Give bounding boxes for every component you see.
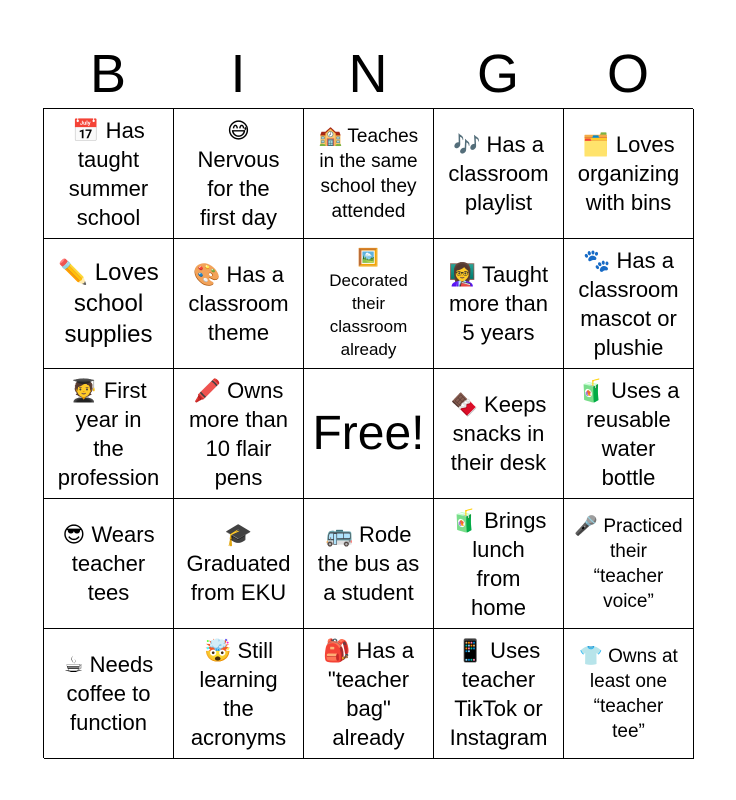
cell-text: ☕ Needs coffee to function xyxy=(63,652,154,735)
cell-text: 🖼️ Decorated their classroom already xyxy=(329,248,408,359)
bingo-cell[interactable] xyxy=(434,239,564,369)
cell-text: 👕 Owns at least one “teacher tee” xyxy=(579,645,678,742)
cell-text: 🎒 Has a "teacher bag" already xyxy=(323,637,414,750)
bingo-cell[interactable] xyxy=(44,109,174,239)
bingo-cell[interactable] xyxy=(174,629,304,759)
cell-text: 🐾 Has a classroom mascot or plushie xyxy=(578,247,679,360)
bingo-header xyxy=(43,40,693,108)
cell-text: ✏️ Loves school supplies xyxy=(58,259,159,348)
bingo-cell[interactable] xyxy=(434,369,564,499)
cell-text: 🧑‍🎓 First year in the profession xyxy=(57,377,160,490)
bingo-cell[interactable] xyxy=(564,629,694,759)
cell-text: 😎 Wears teacher tees xyxy=(62,522,155,605)
free-space-text: Free! xyxy=(312,406,425,460)
bingo-cell[interactable] xyxy=(44,629,174,759)
free-space-cell[interactable] xyxy=(304,369,434,499)
bingo-cell[interactable] xyxy=(434,109,564,239)
bingo-cell[interactable] xyxy=(174,239,304,369)
cell-text: 🎤 Practiced their “teacher voice” xyxy=(574,515,683,612)
cell-text: 🚌 Rode the bus as a student xyxy=(317,522,420,605)
cell-text: 🍫 Keeps snacks in their desk xyxy=(450,392,547,475)
header-letter-g: G xyxy=(476,44,519,104)
cell-text: 🎓 Graduated from EKU xyxy=(186,522,291,605)
bingo-cell[interactable] xyxy=(434,629,564,759)
bingo-cell[interactable] xyxy=(174,499,304,629)
bingo-cell[interactable] xyxy=(44,239,174,369)
bingo-cell[interactable] xyxy=(174,109,304,239)
cell-text: 🖍️ Owns more than 10 flair pens xyxy=(188,377,289,490)
bingo-cell[interactable] xyxy=(304,629,434,759)
bingo-cell[interactable] xyxy=(304,239,434,369)
cell-text: 🤯 Still learning the acronyms xyxy=(190,637,287,750)
cell-text: 🏫 Teaches in the same school they attended xyxy=(318,125,419,222)
cell-text: 📱 Uses teacher TikTok or Instagram xyxy=(449,637,548,750)
bingo-cell[interactable] xyxy=(44,369,174,499)
bingo-cell[interactable] xyxy=(564,239,694,369)
bingo-cell[interactable] xyxy=(564,369,694,499)
cell-text: 🗂️ Loves organizing with bins xyxy=(577,132,680,215)
header-letter-i: I xyxy=(230,44,246,104)
cell-text: 😅 Nervous for the first day xyxy=(197,117,280,230)
cell-text: 🎨 Has a classroom theme xyxy=(188,262,289,345)
bingo-cell[interactable] xyxy=(44,499,174,629)
cell-text: 🧃 Uses a reusable water bottle xyxy=(577,377,680,490)
header-letter-b: B xyxy=(89,44,127,104)
bingo-cell[interactable] xyxy=(174,369,304,499)
header-letter-o: O xyxy=(606,44,649,104)
cell-text: 🧃 Brings lunch from home xyxy=(450,507,547,620)
cell-text: 👩‍🏫 Taught more than 5 years xyxy=(448,262,549,345)
bingo-cell[interactable] xyxy=(564,109,694,239)
cell-text: 🎶 Has a classroom playlist xyxy=(448,132,549,215)
bingo-cell[interactable] xyxy=(434,499,564,629)
bingo-cell[interactable] xyxy=(304,109,434,239)
bingo-board xyxy=(43,108,693,758)
bingo-cell[interactable] xyxy=(564,499,694,629)
header-letter-n: N xyxy=(348,44,388,104)
cell-text: 📅 Has taught summer school xyxy=(68,117,149,230)
bingo-cell[interactable] xyxy=(304,499,434,629)
